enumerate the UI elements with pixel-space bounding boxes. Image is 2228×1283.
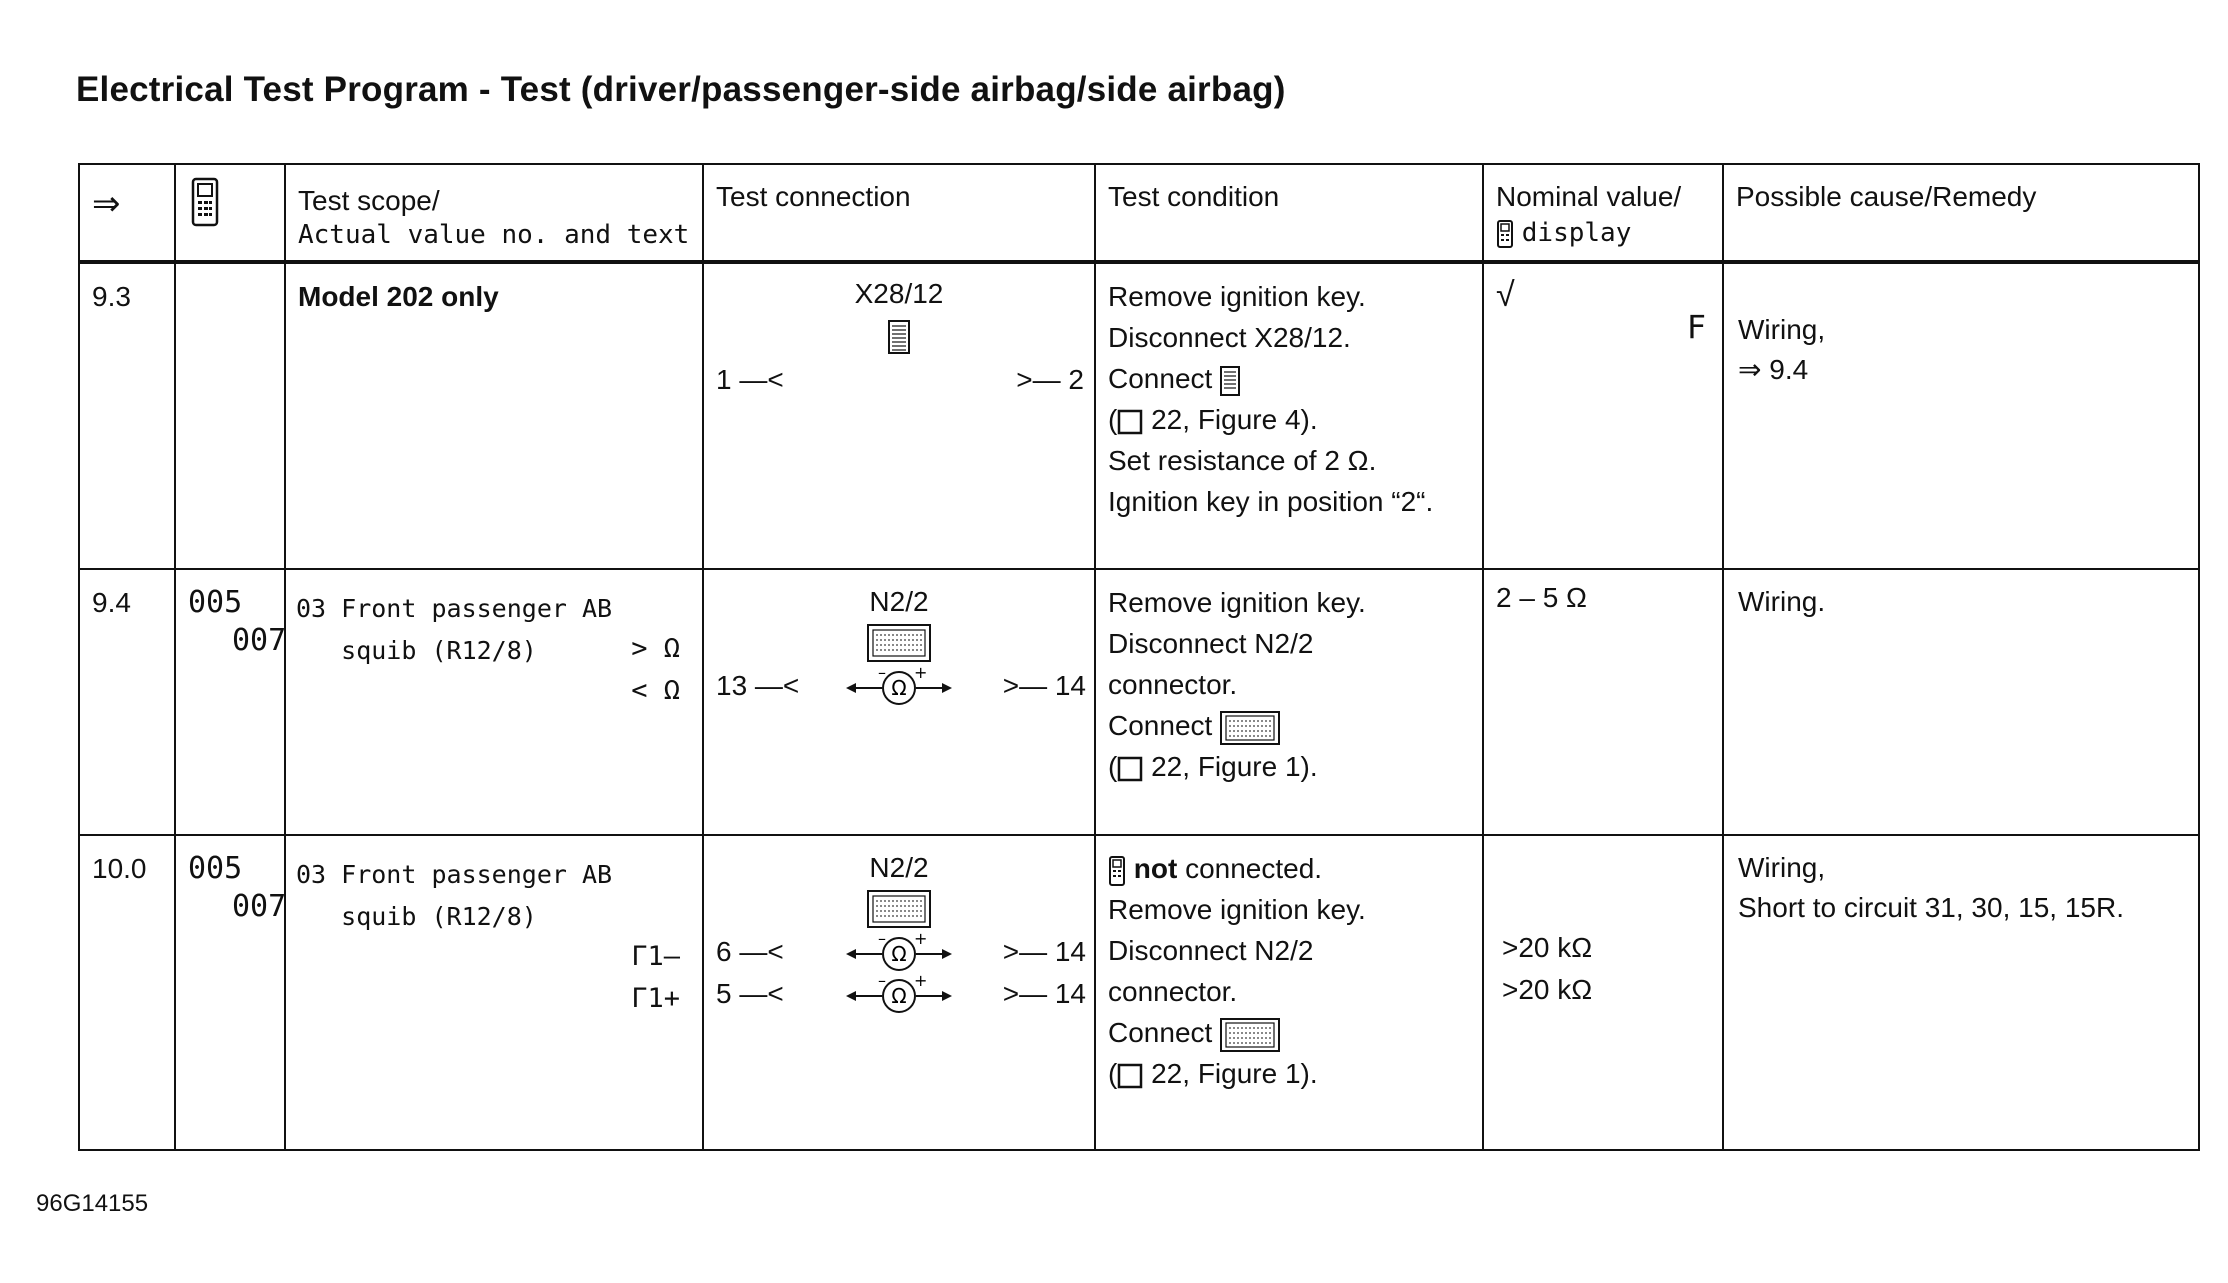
page-title: Electrical Test Program - Test (driver/passenger-side airbag/side airbag) [76, 70, 1286, 109]
test-condition: not connected. Remove ignition key. Disconnect N2/2 connector. Connect ( 22, Figure 1). [1095, 835, 1483, 1150]
header-test-condition: Test condition [1095, 164, 1483, 262]
checkmark: √ [1496, 276, 1515, 314]
header-arrow: ⇒ [79, 164, 175, 262]
pin-left: 13 —< [716, 670, 800, 701]
header-nominal-value: Nominal value/ display [1483, 164, 1723, 262]
header-possible-cause: Possible cause/Remedy [1723, 164, 2199, 262]
svg-text:+: + [914, 932, 928, 948]
table-row [79, 569, 2199, 835]
test-scope: 03 Front passenger AB squib (R12/8) > Ω < Ω [285, 569, 703, 835]
test-connection: N2/2 6 —< Ω – + >— 14 5 —< Ω – + >— 14 [703, 835, 1095, 1150]
svg-text:Ω: Ω [891, 942, 907, 966]
table-header [79, 164, 2199, 262]
table-row [79, 835, 2199, 1150]
step-number: 10.0 [79, 835, 175, 1150]
pin-right: >— 2 [1016, 364, 1084, 395]
test-connection: X28/12 1 —< >— 2 [703, 262, 1095, 569]
header-test-scope: Test scope/ Actual value no. and text [285, 164, 703, 262]
possible-cause: Wiring, Short to circuit 31, 30, 15, 15R. [1723, 835, 2199, 1150]
nominal-value: 2 – 5 Ω [1483, 569, 1723, 835]
test-condition: Remove ignition key. Disconnect N2/2 connector. Connect ( 22, Figure 1). [1095, 569, 1483, 835]
handheld-tester-icon [1108, 856, 1126, 886]
actual-value-no: 005 007 [175, 835, 285, 1150]
header-test-connection: Test connection [703, 164, 1095, 262]
svg-text:Ω: Ω [891, 676, 907, 700]
pin-right: >— 14 [1002, 978, 1086, 1009]
ohmmeter-icon [844, 974, 954, 1014]
test-scope: Model 202 only [285, 262, 703, 569]
display-flag: F [1686, 308, 1706, 346]
nominal-value [1483, 262, 1723, 569]
test-adapter-icon [1220, 366, 1240, 396]
test-box-icon [867, 890, 931, 928]
pin-right: >— 14 [1002, 936, 1086, 967]
book-reference-icon [1117, 756, 1143, 782]
svg-text:–: – [878, 974, 886, 990]
step-number: 9.3 [79, 262, 175, 569]
ohmmeter-icon [844, 666, 954, 706]
test-box-icon [867, 624, 931, 662]
pin-left: 1 —< [716, 364, 784, 395]
table-row [79, 262, 2199, 569]
test-connection: N2/2 13 —< Ω – + >— 14 [703, 569, 1095, 835]
svg-text:+: + [914, 974, 928, 990]
book-reference-icon [1117, 1063, 1143, 1089]
possible-cause: Wiring, ⇒ 9.4 [1723, 262, 2199, 569]
ohmmeter-icon [844, 932, 954, 972]
actual-value-no [175, 262, 285, 569]
possible-cause: Wiring. [1723, 569, 2199, 835]
test-box-icon [1220, 1018, 1280, 1052]
test-table [78, 163, 2200, 1151]
step-number: 9.4 [79, 569, 175, 835]
pin-left: 6 —< [716, 936, 784, 967]
test-scope: 03 Front passenger AB squib (R12/8) Γ1– Γ1+ [285, 835, 703, 1150]
svg-text:+: + [914, 666, 928, 682]
pin-right: >— 14 [1002, 670, 1086, 701]
pin-left: 5 —< [716, 978, 784, 1009]
test-adapter-icon [888, 320, 910, 354]
svg-text:Ω: Ω [891, 984, 907, 1008]
header-tester [175, 164, 285, 262]
test-box-icon [1220, 711, 1280, 745]
handheld-tester-icon [190, 177, 220, 227]
svg-text:–: – [878, 932, 886, 948]
nominal-value: >20 kΩ >20 kΩ [1483, 835, 1723, 1150]
actual-value-no: 005 007 [175, 569, 285, 835]
handheld-tester-icon [1496, 220, 1514, 248]
svg-text:–: – [878, 666, 886, 682]
book-reference-icon [1117, 409, 1143, 435]
document-id: 96G14155 [36, 1190, 149, 1217]
test-condition: Remove ignition key. Disconnect X28/12. Connect ( 22, Figure 4). Set resistance of 2 Ω. Ignition key in position “2“. [1095, 262, 1483, 569]
